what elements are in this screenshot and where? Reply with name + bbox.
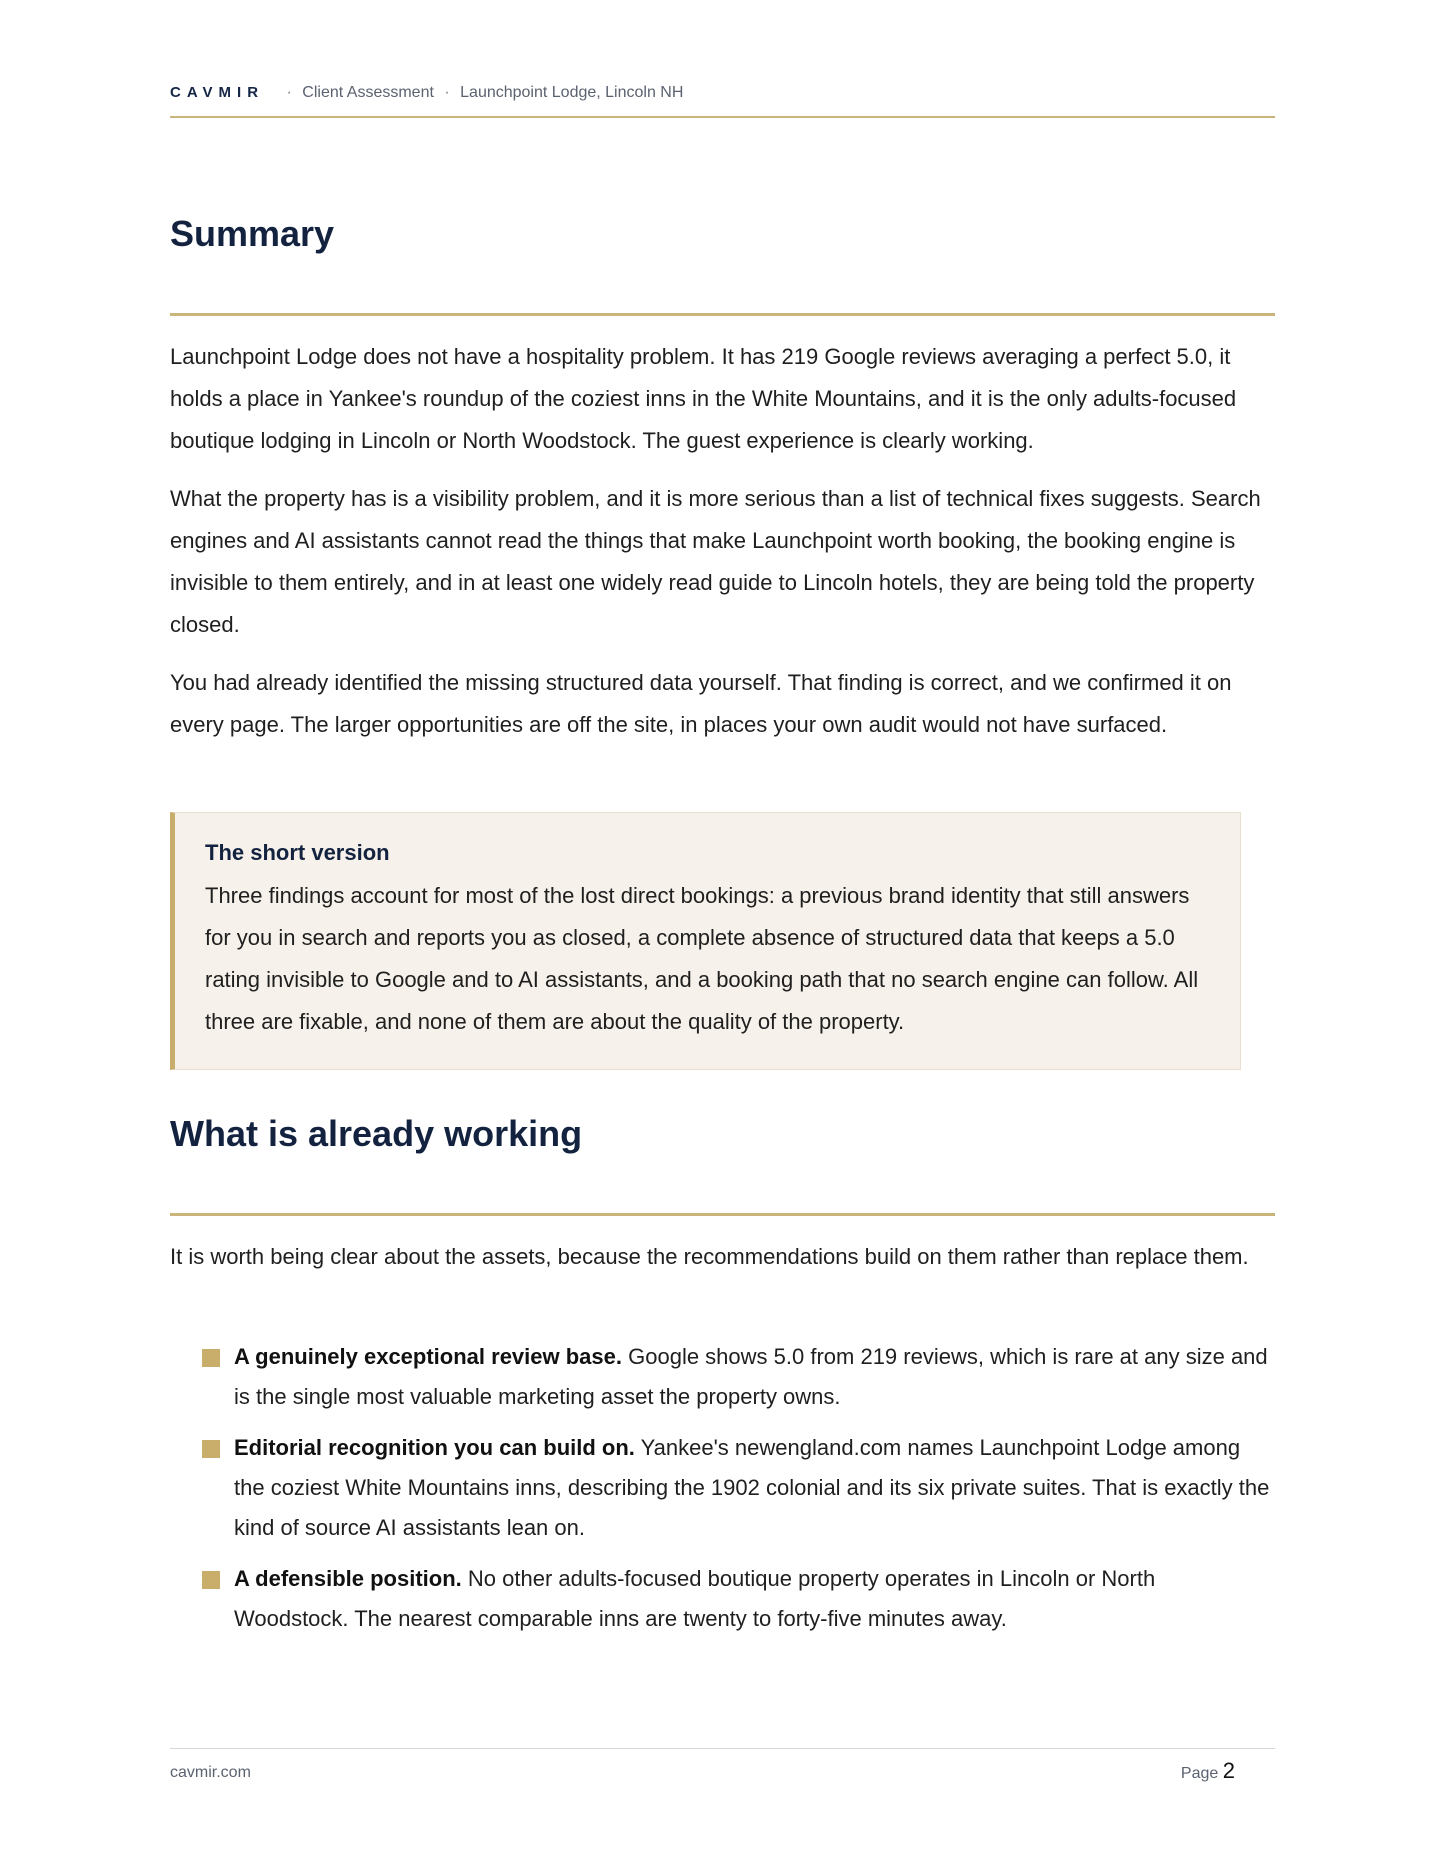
callout-body: Three findings account for most of the lost direct bookings: a previous brand identity that still answers for you in search and reports you as closed, a complete absence of structured data that keeps a 5.0 rating invisible to Google and to AI assistants, and a booking path that no search engine can follow. All three are fixable, and none of them are about the quality of the property. bbox=[205, 883, 1199, 1034]
short-version-callout bbox=[170, 812, 1241, 1070]
running-header bbox=[170, 84, 1275, 118]
summary-rule bbox=[170, 313, 1275, 316]
footer-rule bbox=[170, 1748, 1275, 1749]
working-intro: It is worth being clear about the assets, because the recommendations build on them rather than replace them. bbox=[170, 1244, 1249, 1269]
working-intro-block bbox=[170, 1236, 1275, 1294]
footer-site: cavmir.com bbox=[170, 1764, 251, 1781]
callout-title: The short version bbox=[205, 840, 390, 865]
item-text: Yankee's newengland.com names Launchpoint Lodge among the coziest White Mountains inns, describing the 1902 colonial and its six private suites. That is exactly the kind of source AI assistants lean on. bbox=[234, 1435, 1270, 1540]
working-rule bbox=[170, 1213, 1275, 1216]
list-item bbox=[202, 1559, 1275, 1639]
asset-list bbox=[202, 1337, 1275, 1650]
list-item bbox=[202, 1337, 1275, 1417]
header-separator: · bbox=[444, 84, 450, 101]
document-page bbox=[170, 0, 1275, 1870]
brand-wordmark: CAVMIR bbox=[170, 84, 265, 101]
item-text: Google shows 5.0 from 219 reviews, which is rare at any size and is the single most valuable marketing asset the property owns. bbox=[234, 1344, 1268, 1409]
page-label: Page bbox=[1180, 1765, 1219, 1782]
summary-paragraph-3: You had already identified the missing structured data yourself. That finding is correct, and we confirmed it on every page. The larger opportunities are off the site, in places your own audit would not have surfaced. bbox=[170, 670, 1232, 737]
item-lead: A defensible position. bbox=[234, 1566, 462, 1591]
summary-paragraph-1: Launchpoint Lodge does not have a hospitality problem. It has 219 Google reviews averaging a perfect 5.0, it holds a place in Yankee's roundup of the coziest inns in the White Mountains, and it is the only adults-focused boutique lodging in Lincoln or North Woodstock. The guest experience is clearly working. bbox=[170, 344, 1237, 453]
square-bullet-icon bbox=[202, 1571, 220, 1589]
item-lead: A genuinely exceptional review base. bbox=[234, 1344, 622, 1369]
square-bullet-icon bbox=[202, 1440, 220, 1458]
header-separator: · bbox=[286, 84, 292, 101]
summary-body bbox=[170, 336, 1275, 762]
page-number: 2 bbox=[1222, 1758, 1235, 1783]
summary-heading: Summary bbox=[170, 213, 335, 254]
header-doc-type: Client Assessment bbox=[302, 84, 434, 101]
item-lead: Editorial recognition you can build on. bbox=[234, 1435, 635, 1460]
list-item bbox=[202, 1428, 1275, 1548]
square-bullet-icon bbox=[202, 1349, 220, 1367]
working-heading: What is already working bbox=[170, 1113, 583, 1154]
header-client: Launchpoint Lodge, Lincoln NH bbox=[460, 84, 684, 101]
footer-page bbox=[1181, 1758, 1235, 1784]
item-text: No other adults-focused boutique property operates in Lincoln or North Woodstock. The nearest comparable inns are twenty to forty-five minutes away. bbox=[234, 1566, 1156, 1631]
summary-paragraph-2: What the property has is a visibility problem, and it is more serious than a list of technical fixes suggests. Search engines and AI assistants cannot read the things that make Launchpoint worth booking, the booking engine is invisible to them entirely, and in at least one widely read guide to Lincoln hotels, they are being told the property closed. bbox=[170, 486, 1261, 637]
